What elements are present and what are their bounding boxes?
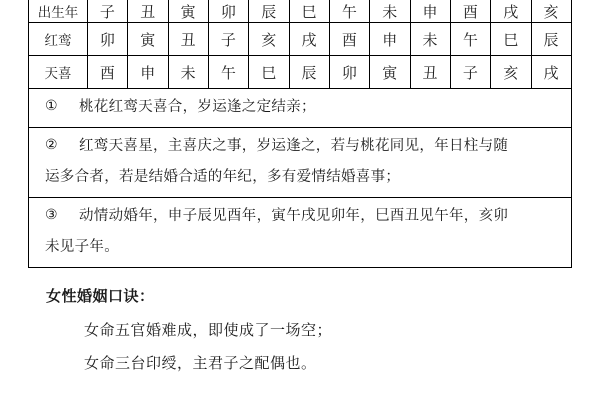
verse-line-1: 女命五官婚难成，即使成了一场空； [84, 323, 333, 339]
cell: 戌 [531, 56, 571, 89]
table-row [29, 23, 572, 56]
cell: 辰 [249, 0, 289, 23]
cell: 辰 [531, 23, 571, 56]
note-number: ② [45, 138, 58, 153]
section-title-female-marriage: 女性婚姻口诀： [46, 289, 155, 305]
note-text [79, 205, 561, 228]
cell: 申 [128, 56, 168, 89]
note-text [45, 236, 561, 259]
note-item [29, 89, 571, 127]
cell: 戌 [491, 0, 531, 23]
cell: 卯 [88, 23, 128, 56]
cell: 卯 [208, 0, 248, 23]
note-text [45, 166, 561, 189]
cell: 寅 [168, 0, 208, 23]
note-text [79, 96, 561, 119]
cell: 寅 [128, 23, 168, 56]
cell: 子 [208, 23, 248, 56]
cell: 丑 [168, 23, 208, 56]
cell: 巳 [289, 0, 329, 23]
note-number: ① [45, 99, 58, 114]
cell: 午 [329, 0, 369, 23]
table-row [29, 56, 572, 89]
note-item-continuation [29, 236, 571, 267]
cell: 酉 [88, 56, 128, 89]
verse-line-2: 女命三台印绶，主君子之配偶也。 [84, 356, 317, 372]
cell: 巳 [491, 23, 531, 56]
note-line: 未见子年。 [45, 239, 119, 255]
cell: 亥 [249, 23, 289, 56]
cell: 未 [410, 23, 450, 56]
cell: 丑 [128, 0, 168, 23]
note-item-continuation [29, 166, 571, 197]
note-text [79, 135, 561, 158]
cell: 子 [450, 56, 490, 89]
note-line: 桃花红鸾天喜合，岁运逢之定结亲； [79, 99, 316, 115]
cell: 酉 [329, 23, 369, 56]
note-line: 红鸾天喜星，主喜庆之事，岁运逢之，若与桃花同见，年日柱与随 [79, 138, 509, 154]
cell: 子 [88, 0, 128, 23]
table-row [29, 0, 572, 23]
cell: 丑 [410, 56, 450, 89]
note-line: 动情动婚年，申子辰见酉年，寅午戌见卯年，巳酉丑见午年，亥卯 [79, 208, 509, 224]
page-bottom-mask [0, 393, 600, 399]
row-header-tianxi: 天喜 [29, 56, 88, 89]
cell: 辰 [289, 56, 329, 89]
branch-mapping-table [28, 0, 572, 89]
cell: 酉 [450, 0, 490, 23]
row-header-birth-year: 出生年 [29, 0, 88, 23]
notes-block [28, 89, 572, 268]
table-body [29, 0, 572, 89]
cell: 申 [410, 0, 450, 23]
cell: 巳 [249, 56, 289, 89]
note-number: ③ [45, 208, 58, 223]
cell: 亥 [531, 0, 571, 23]
cell: 卯 [329, 56, 369, 89]
cell: 未 [168, 56, 208, 89]
cell: 戌 [289, 23, 329, 56]
cell: 午 [450, 23, 490, 56]
note-line: 运多合者，若是结婚合适的年纪，多有爱情结婚喜事； [45, 169, 401, 185]
cell: 亥 [491, 56, 531, 89]
note-item [29, 127, 571, 166]
row-header-hongluan: 红鸾 [29, 23, 88, 56]
cell: 寅 [370, 56, 410, 89]
cell: 申 [370, 23, 410, 56]
note-item [29, 197, 571, 236]
cell: 未 [370, 0, 410, 23]
cell: 午 [208, 56, 248, 89]
